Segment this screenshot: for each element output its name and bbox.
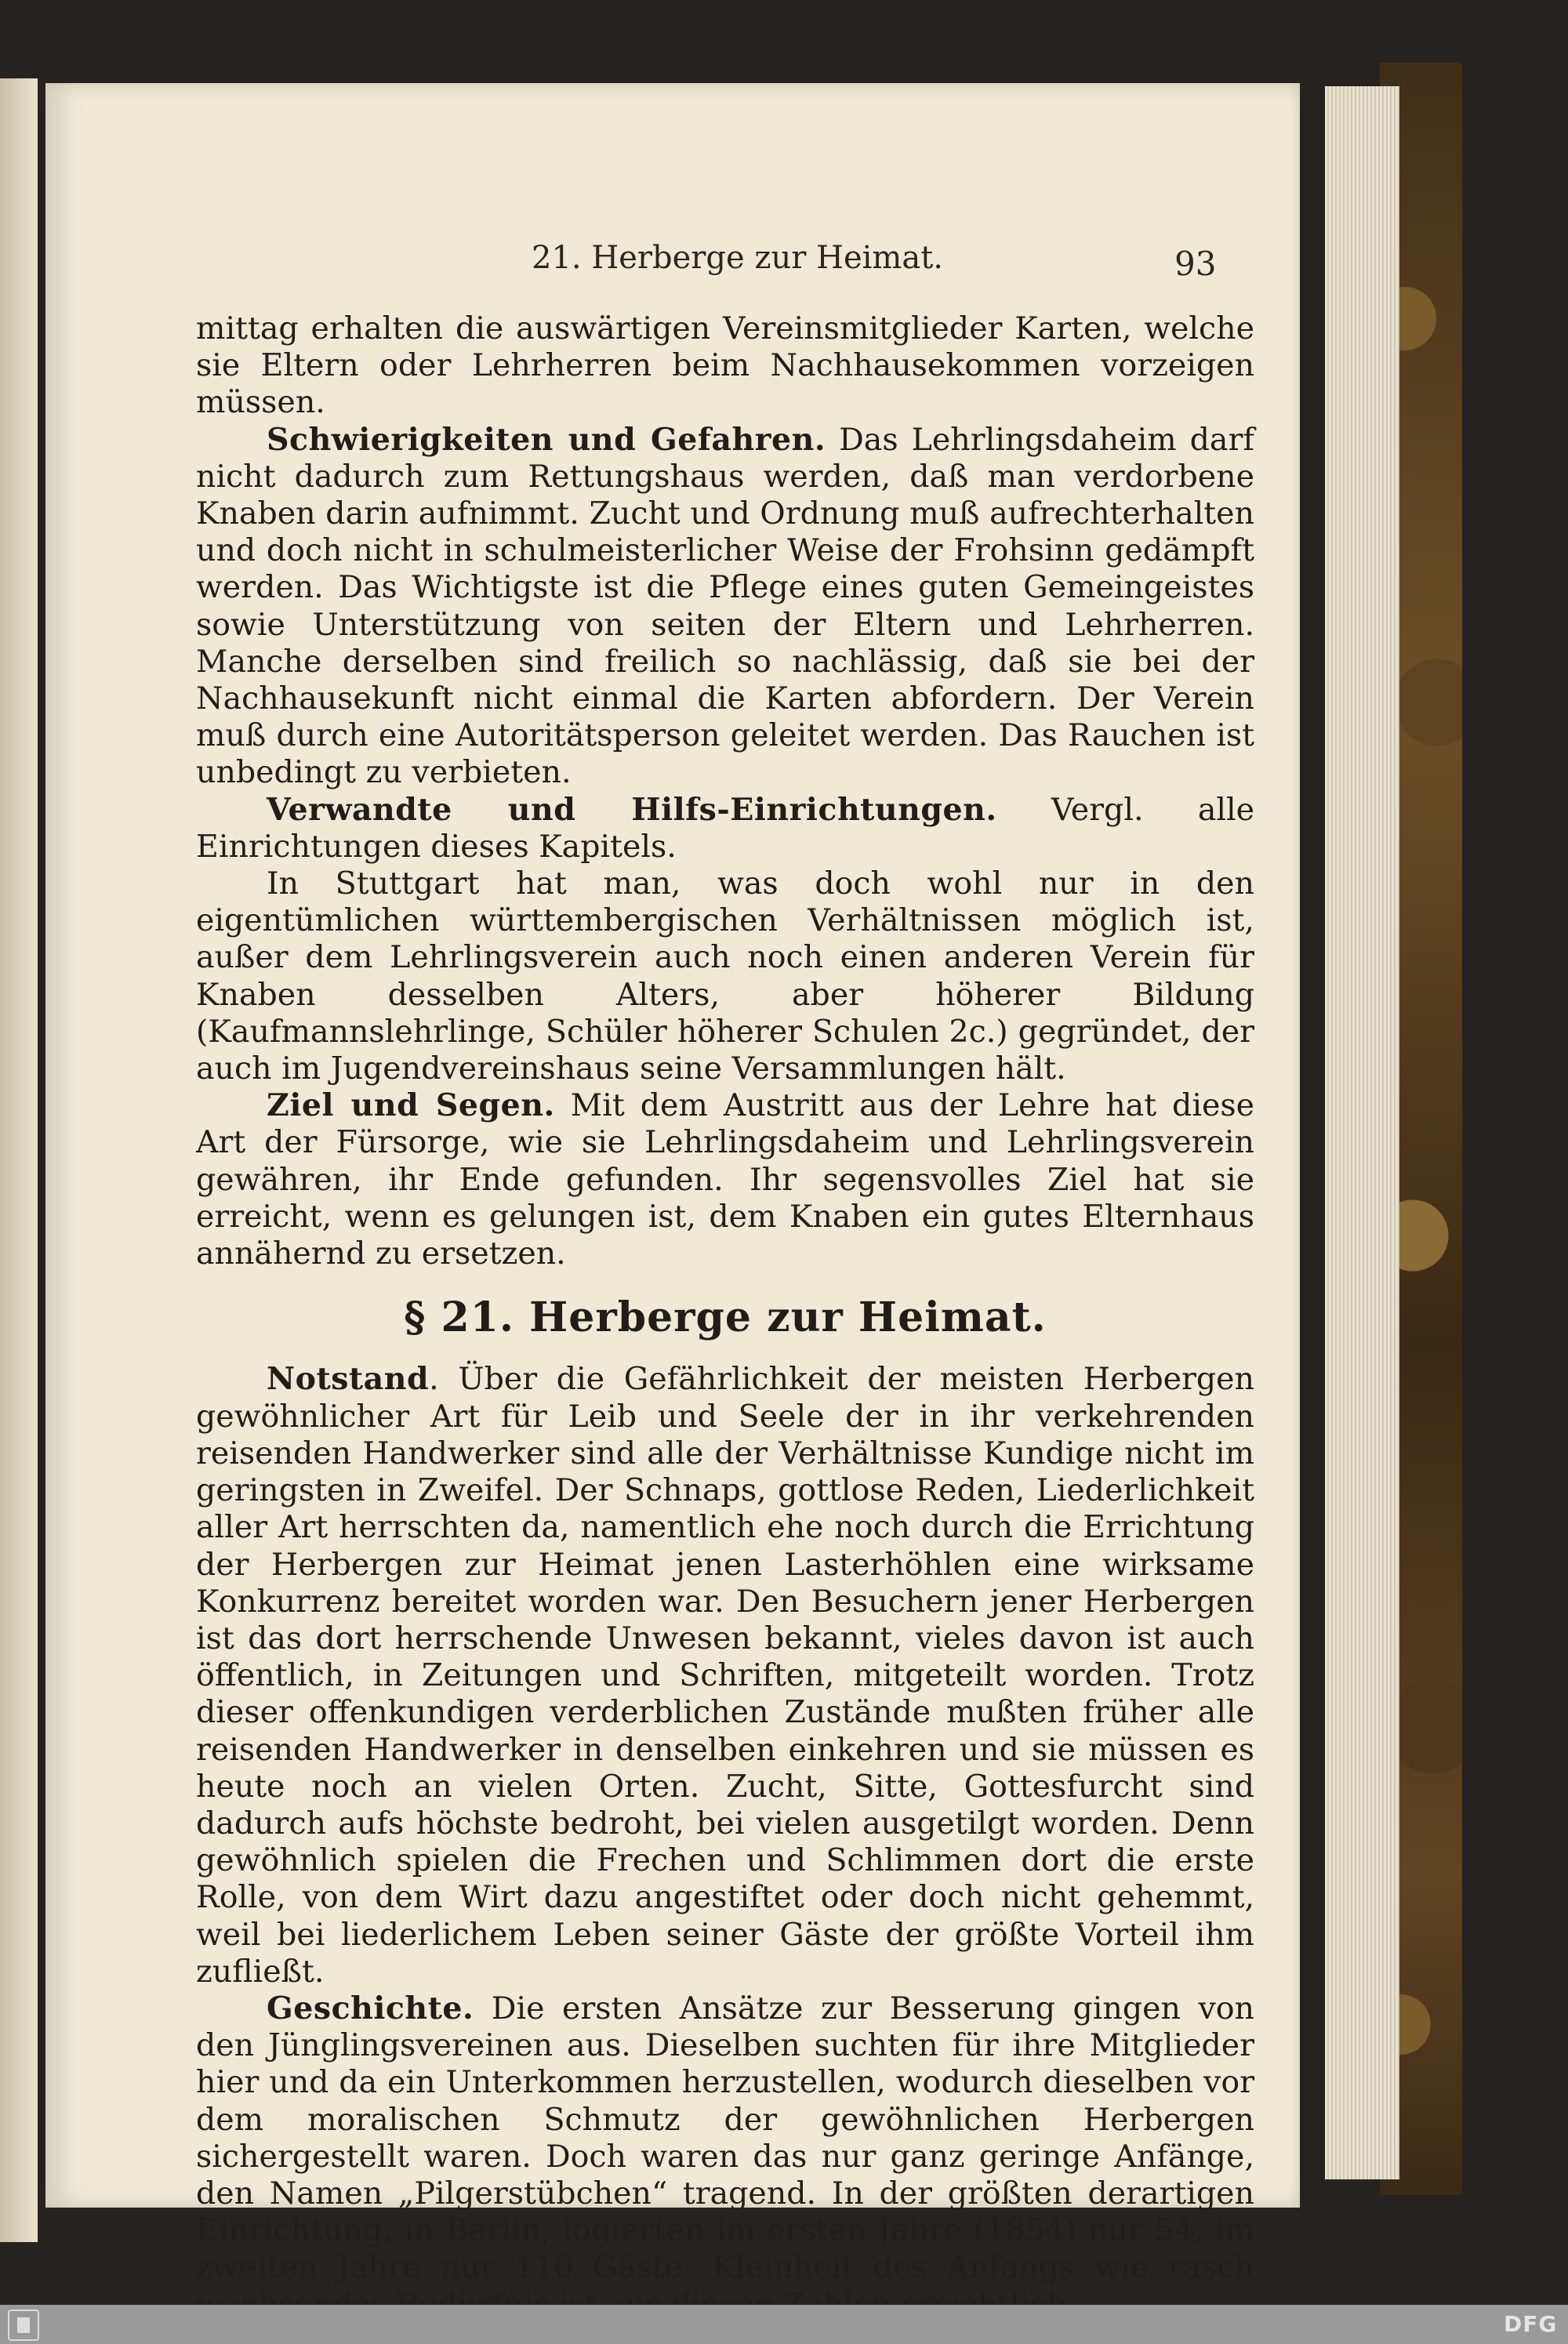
paragraph <box>196 1361 1254 1990</box>
page-number: 93 <box>1174 245 1217 283</box>
library-logo-icon <box>8 2310 39 2341</box>
paragraph-text: mittag erhalten die auswärtigen Vereinsmitglieder Karten, welche sie Eltern oder Lehrherren beim Nachhausekommen vorzeigen müssen. <box>196 310 1254 421</box>
paragraph-text: Mit dem Austritt aus der Lehre hat diese Art der Fürsorge, wie sie Lehrlingsdaheim und Lehrlingsverein gewähren, ihr Ende gefunden. Ihr segensvolles Ziel hat sie erreicht, wenn es gelungen ist, dem Knaben ein gutes Elternhaus annähernd zu ersetzen. <box>196 1087 1254 1272</box>
page-header <box>45 240 1300 295</box>
paragraph-keyword: Ziel und Segen. <box>267 1087 555 1124</box>
viewer-footer-bar <box>0 2305 1568 2344</box>
page-stack-edge <box>1325 86 1399 2179</box>
paragraph <box>196 1087 1254 1272</box>
paragraph <box>196 865 1254 1087</box>
paragraph <box>196 310 1254 422</box>
paragraph <box>196 1990 1254 2324</box>
paragraph-text: Vergl. alle Einrichtungen dieses Kapitels. <box>196 791 1255 865</box>
paragraph <box>196 422 1254 792</box>
paragraph-keyword: Notstand <box>267 1361 430 1398</box>
paragraph-text: In Stuttgart hat man, was doch wohl nur in den eigentümlichen württembergischen Verhältnissen möglich ist, außer dem Lehrlingsverein auch noch einen anderen Verein für Knaben desselben Alters, aber höherer Bildung (Kaufmannslehrlinge, Schüler höherer Schulen 2c.) gegründet, der auch im Jugendvereinshaus seine Versammlungen hält. <box>196 865 1254 1087</box>
paragraph <box>196 792 1254 865</box>
paragraph-text: Das Lehrlingsdaheim darf nicht dadurch zum Rettungshaus werden, daß man verdorbene Knaben darin aufnimmt. Zucht und Ordnung muß aufrechterhalten und doch nicht in schulmeisterlicher Weise der Frohsinn gedämpft werden. Das Wichtigste ist die Pflege eines guten Gemeingeistes sowie Unterstützung von seiten der Eltern und Lehrherren. Manche derselben sind freilich so nachlässig, daß sie bei der Nachhausekunft nicht einmal die Karten abfordern. Der Verein muß durch eine Autoritätsperson geleitet werden. Das Rauchen ist unbedingt zu verbieten. <box>196 421 1254 791</box>
paragraph-keyword: Schwierigkeiten und Gefahren. <box>267 421 826 458</box>
section-title: § 21. Herberge zur Heimat. <box>404 1294 1047 1342</box>
dfg-logo: DFG <box>1504 2311 1558 2337</box>
book-page <box>45 83 1300 2286</box>
facing-page-edge <box>0 78 38 2242</box>
paragraph-keyword: Geschichte. <box>267 1990 474 2027</box>
page-body <box>196 310 1254 2324</box>
paragraph-text: Die ersten Ansätze zur Besserung gingen von den Jünglingsvereinen aus. Dieselben suchten für ihre Mitglieder hier und da ein Unterkommen herzustellen, wodurch dieselben vor dem moralischen Schmutz der gewöhnlichen Herbergen sichergestellt waren. Doch waren das nur ganz geringe Anfänge, den Namen „Pilgerstübchen“ tragend. In der größten derartigen Einrichtung, in Berlin, logierten im ersten Jahre (1854) nur 54, im zweiten Jahre nur 110 Gäste. Kleinheit des Anfangs wie rasch <box>196 1990 1254 2286</box>
running-title: 21. Herberge zur Heimat. <box>532 240 943 276</box>
paragraph-text: . Über die Gefährlichkeit der meisten Herbergen gewöhnlicher Art für Leib und Seele der in ihr verkehrenden reisenden Handwerker sind alle der Verhältnisse Kundige nicht im geringsten in Zweifel. Der Schnaps, gottlose Reden, Liederlichkeit aller Art herrschten da, namentlich ehe noch durch die Errichtung der Herbergen zur Heimat jenen Lasterhöhlen eine wirksame Konkurrenz bereitet worden war. Den Besuchern jener Herbergen ist das dort herrschende Unwesen bekannt, vieles davon ist auch öffentlich, in Zeitungen und Schriften, mitgeteilt worden. Trotz dieser offenkundigen verderblichen Zustände mußten früher alle reisenden Handwerker in denselben einkehren und sie müssen es heute noch an vielen Orten. Zucht, Sitte, Gottesfurcht sind dadurch aufs höchste bedroht, bei vielen ausgetilgt worden. Denn gewöhnlich spielen die Frechen und Schlimmen dort die erste Rolle, von dem Wirt dazu angestiftet oder doch nicht gehemmt, weil bei liederlichem Leben seiner Gäste der größte Vorteil ihm zufließt. <box>196 1361 1254 1990</box>
paragraph-keyword: Verwandte und Hilfs-Einrichtungen. <box>267 791 997 828</box>
